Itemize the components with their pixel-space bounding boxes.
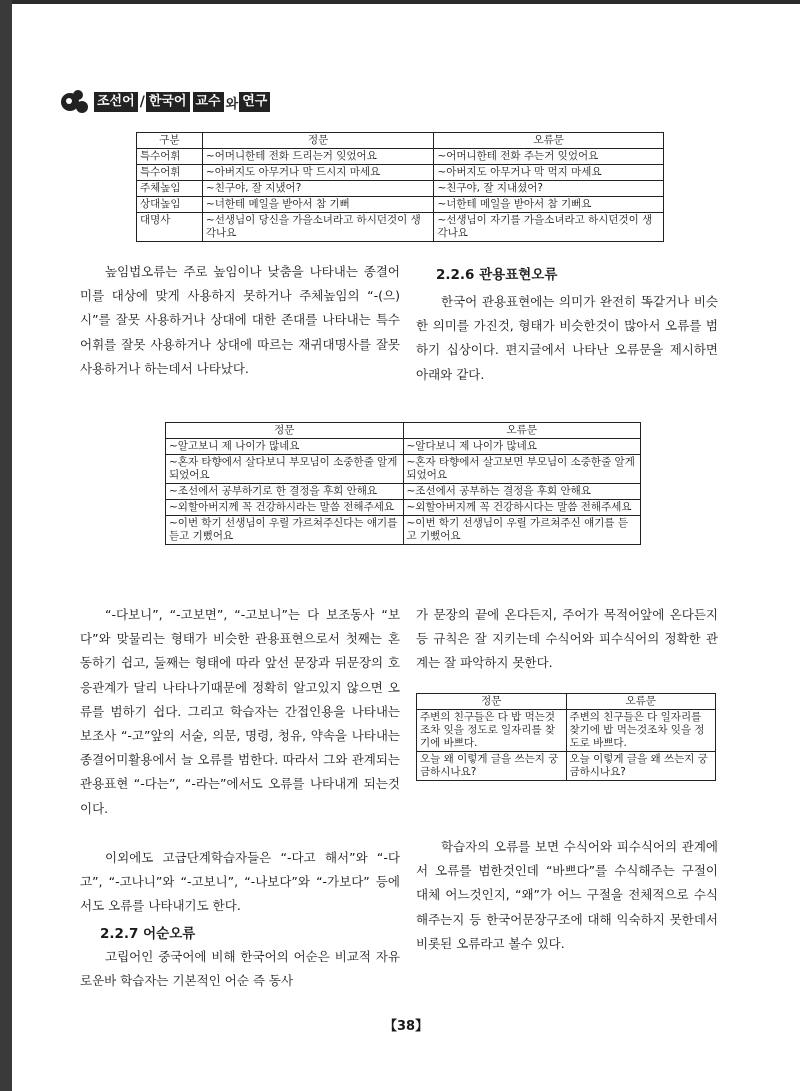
page-top-edge (0, 0, 800, 4)
table-row (166, 516, 641, 545)
word-order-analysis-paragraph: 학습자의 오류를 보면 수식어와 피수식어의 관계에서 오류를 범한것인데 “바쁘다”를 수식해주는 구절이 대체 어느것인지, “왜”가 어느 구절을 전체적으로 수식해주는지 등 한국어문장구조에 대해 익숙하지 못한데서 비롯된 오류라고 볼수 있다. (416, 839, 718, 951)
ornament-icon (58, 87, 92, 117)
table-row (137, 197, 664, 213)
table-cell: 주변의 친구들은 다 밥 먹는것조차 잊을 정도로 일자리를 찾기에 바쁘다. (417, 710, 567, 752)
table-cell: ~선생님이 자기를 가을소녀라고 하시던것이 생각나요 (434, 213, 664, 242)
table-row (166, 455, 641, 484)
table-cell: ~친구야, 잘 지냈어? (202, 181, 434, 197)
table-row (137, 149, 664, 165)
running-head-separator: / (139, 94, 145, 110)
table-header-cell: 오류문 (566, 694, 716, 710)
table-header-cell: 정문 (417, 694, 567, 710)
table-cell: ~외할아버지께 꼭 건강하시라는 말씀 전해주세요 (166, 500, 404, 516)
table-cell: ~외할아버지께 꼭 건강하시다는 말씀 전해주세요 (403, 500, 641, 516)
table-row (166, 439, 641, 455)
running-head-segment: 조선어 (94, 92, 138, 112)
running-head-segment: 연구 (239, 92, 270, 112)
running-head-segment: 교수 (193, 92, 224, 112)
table-header-row (417, 694, 716, 710)
table-row (166, 500, 641, 516)
table-row (166, 484, 641, 500)
honorific-error-table (136, 132, 664, 242)
table-cell: ~아버지도 아무거나 막 드시지 마세요 (202, 165, 434, 181)
section-heading-idiom-errors: 2.2.6 관용표현오류 (436, 267, 558, 283)
honorific-error-paragraph: 높임법오류는 주로 높임이나 낮춤을 나타내는 종결어미를 대상에 맞게 사용하지 못하거나 주체높임의 “-(으)시”를 잘못 사용하거나 상대에 대한 존대를 나타내는 특수어휘를 잘못 사용하거나 상대에 따르는 재귀대명사를 잘못 사용하거나 하는데서 나타났다. (80, 264, 400, 376)
table-header-cell: 오류문 (434, 133, 664, 149)
table-cell: ~친구야, 잘 지내셨어? (434, 181, 664, 197)
word-order-error-table (416, 693, 716, 781)
table-cell: 주변의 친구들은 다 일자리를 찾기에 밥 먹는것조차 잊을 정도로 바쁘다. (566, 710, 716, 752)
table-cell: ~혼자 타향에서 살고보면 부모님이 소중한줄 알게 되었어요 (403, 455, 641, 484)
page-number: 【38】 (384, 1019, 429, 1034)
table-cell: ~이번 학기 선생님이 우릴 가르쳐주신다는 얘기를 듣고 기뻤어요 (166, 516, 404, 545)
table-cell: 주체높임 (137, 181, 203, 197)
table-header-cell: 정문 (202, 133, 434, 149)
section-heading-word-order-errors: 2.2.7 어순오류 (100, 926, 196, 942)
table-header-cell: 정문 (166, 423, 404, 439)
advanced-learner-paragraph: 이외에도 고급단계학습자들은 “-다고 해서”와 “-다고”, “-고나니”와 “-고보니”, “-나보다”와 “-가보다” 등에서도 오류를 나타내기도 한다. (80, 850, 400, 914)
page-left-edge (0, 0, 12, 1091)
table-cell: ~조선에서 공부하는 결정을 후회 안해요 (403, 484, 641, 500)
table-cell: ~혼자 타향에서 살다보니 부모님이 소중한줄 알게 되었어요 (166, 455, 404, 484)
table-cell: 특수어휘 (137, 149, 203, 165)
running-head-segment: 와 (225, 96, 239, 112)
table-cell: ~너한테 메일을 받아서 참 기뻐 (202, 197, 434, 213)
table-cell: ~어머니한테 전화 드리는거 잊었어요 (202, 149, 434, 165)
table-cell: 상대높임 (137, 197, 203, 213)
table-row (417, 710, 716, 752)
table-header-cell: 오류문 (403, 423, 641, 439)
word-order-intro-paragraph: 고립어인 중국어에 비해 한국어의 어순은 비교적 자유로운바 학습자는 기본적인 어순 즉 동사 (80, 949, 400, 989)
table-cell: ~이번 학기 선생님이 우릴 가르쳐주신 얘기를 듣고 기뻤어요 (403, 516, 641, 545)
table-cell: ~선생님이 당신을 가을소녀라고 하시던것이 생각나요 (202, 213, 434, 242)
idiom-intro-paragraph: 한국어 관용표현에는 의미가 완전히 똑같거나 비슷한 의미를 가진것, 형태가 비슷한것이 많아서 오류를 범하기 십상이다. 편지글에서 나타난 오류문을 제시하면 아래와 같다. (416, 294, 718, 382)
table-cell: ~알다보니 제 나이가 많네요 (403, 439, 641, 455)
table-cell: 대명사 (137, 213, 203, 242)
table-cell: ~아버지도 아무거나 막 먹지 마세요 (434, 165, 664, 181)
idiom-error-table (165, 422, 641, 545)
table-cell: ~너한테 메일을 받아서 참 기뻐요 (434, 197, 664, 213)
table-cell: 오늘 왜 이렇게 글을 쓰는지 궁금하시나요? (417, 752, 567, 781)
idiom-explanation-paragraph: “-다보니”, “-고보면”, “-고보니”는 다 보조동사 “보다”와 맞물리는 형태가 비슷한 관용표현으로서 첫째는 혼동하기 쉽고, 둘째는 형태에 따라 앞선 문장과 뒤문장의 호응관계가 달리 나타나기때문에 정확히 알고있지 않으면 오류를 범하기 쉽다. 그리고 학습자는 간접인용을 나타내는 보조사 “-고”앞의 서술, 의문, 명령, 청유, 약속을 나타내는 종결어미활용에서 늘 오류를 범한다. 따라서 그와 관계되는 관용표현 “-다는”, “-라는”에서도 오류를 나타내게 되는것이다. (80, 607, 400, 816)
table-cell: 특수어휘 (137, 165, 203, 181)
table-row (137, 181, 664, 197)
word-order-continuation-paragraph: 가 문장의 끝에 온다든지, 주어가 목적어앞에 온다든지 등 규칙은 잘 지키는데 수식어와 피수식어의 정확한 관계는 잘 파악하지 못한다. (416, 607, 718, 671)
table-header-cell: 구분 (137, 133, 203, 149)
table-row (417, 752, 716, 781)
table-cell: ~알고보니 제 나이가 많네요 (166, 439, 404, 455)
table-header-row (137, 133, 664, 149)
running-head (58, 88, 271, 116)
table-cell: ~어머니한테 전화 주는거 잊었어요 (434, 149, 664, 165)
table-header-row (166, 423, 641, 439)
table-row (137, 165, 664, 181)
running-head-segment: 한국어 (146, 92, 190, 112)
table-cell: ~조선에서 공부하기로 한 결정을 후회 안해요 (166, 484, 404, 500)
table-row (137, 213, 664, 242)
table-cell: 오늘 이렇게 글을 왜 쓰는지 궁금하시나요? (566, 752, 716, 781)
